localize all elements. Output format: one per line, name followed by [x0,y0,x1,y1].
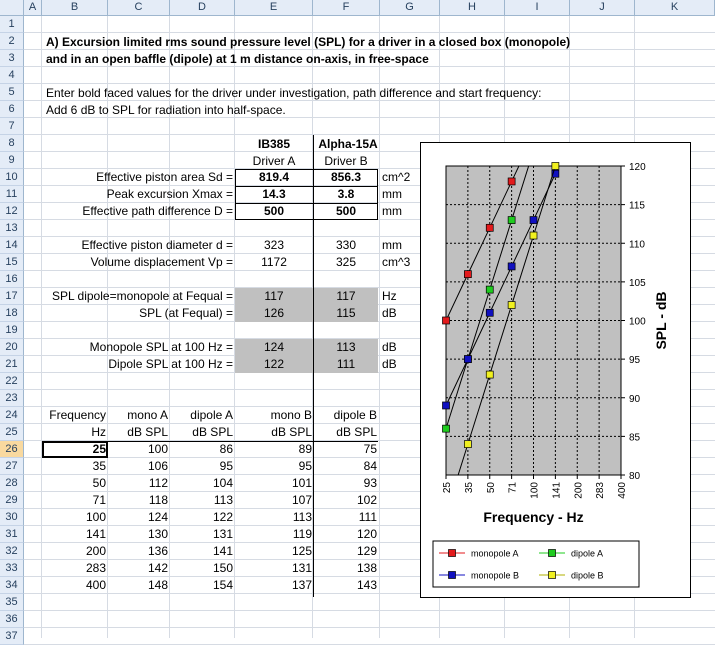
x-tick-label: 283 [595,482,607,499]
data-point [508,217,515,224]
legend-label: dipole A [571,548,604,559]
x-tick-label: 100 [529,482,541,499]
at100-driver-a-value: 124 [263,340,285,354]
at100-driver-a-value: 122 [263,357,285,371]
note-line-2: Add 6 dB to SPL for radiation into half-space. [46,103,286,117]
fequal-label: SPL (at Fequal) = [139,306,233,320]
params-driver-b-value: 856.3 [330,170,362,184]
table-header-unit: dB SPL [127,425,168,439]
table-header-unit: dB SPL [192,425,233,439]
derived-driver-a-value: 1172 [261,255,287,269]
data-point [486,286,493,293]
row-header-25[interactable]: 25 [0,424,24,441]
note-line-1: Enter bold faced values for the driver under investigation, path difference and start frequency: [46,86,542,100]
legend-marker [549,550,556,557]
table-cell: 95 [219,459,233,473]
driver-a-model: IB385 [257,137,291,151]
derived-driver-a-value: 323 [263,238,285,252]
driver-b-label: Driver B [324,154,368,168]
table-cell: 148 [147,578,168,592]
derived-label: Effective piston diameter d = [81,238,233,252]
fequal-driver-b-value: 117 [336,289,356,303]
row-header-23[interactable]: 23 [0,390,24,407]
table-cell: 113 [213,493,233,507]
params-driver-b-value: 3.8 [337,187,355,201]
row-gridline [24,610,715,611]
y-tick-label: 110 [629,239,645,251]
data-point [486,309,493,316]
row-header-27[interactable]: 27 [0,458,24,475]
table-cell: 154 [212,578,233,592]
row-header-21[interactable]: 21 [0,356,24,373]
fequal-unit: Hz [382,289,397,303]
params-unit: mm [382,187,402,201]
table-cell: 141 [85,527,106,541]
table-header: dipole A [190,408,233,422]
legend-box [433,541,639,587]
table-cell: 150 [212,561,233,575]
y-tick-label: 85 [629,432,641,444]
row-header-6[interactable]: 6 [0,101,24,118]
table-cell: 118 [148,493,168,507]
table-cell: 200 [85,544,106,558]
table-header: mono B [270,408,312,422]
table-cell: 50 [92,476,106,490]
table-cell: 136 [147,544,168,558]
table-header-unit: dB SPL [336,425,377,439]
at100-unit: dB [382,357,397,371]
data-point [464,441,471,448]
table-cell: 131 [212,527,233,541]
row-header-33[interactable]: 33 [0,560,24,577]
params-label: Peak excursion Xmax = [106,187,233,201]
params-driver-a-value: 14.3 [262,187,286,201]
data-point [443,425,450,432]
x-tick-label: 400 [617,482,628,499]
column-header-g[interactable]: G [380,0,440,16]
row-header-37[interactable]: 37 [0,628,24,645]
row-header-10[interactable]: 10 [0,169,24,186]
at100-driver-b-value: 111 [336,357,356,371]
table-cell: 138 [356,561,377,575]
row-header-36[interactable]: 36 [0,611,24,628]
row-header-29[interactable]: 29 [0,492,24,509]
fequal-driver-a-value: 117 [264,289,284,303]
driver-b-model: Alpha-15A [318,137,378,151]
column-header-h[interactable]: H [440,0,505,16]
row-gridline [24,83,715,84]
data-point [486,224,493,231]
table-cell: 119 [292,527,312,541]
row-gridline [24,134,715,135]
y-tick-label: 100 [629,316,646,328]
params-driver-a-value: 819.4 [258,170,290,184]
data-point [443,317,450,324]
row-header-32[interactable]: 32 [0,543,24,560]
at100-unit: dB [382,340,397,354]
table-cell: 86 [219,442,233,456]
data-point [508,178,515,185]
select-all-corner[interactable] [0,0,24,16]
y-tick-label: 115 [629,200,645,212]
x-tick-label: 50 [485,482,497,494]
data-point [486,371,493,378]
row-header-1[interactable]: 1 [0,16,24,33]
data-point [552,163,559,170]
chart-svg [421,143,690,597]
data-point [464,356,471,363]
row-header-19[interactable]: 19 [0,322,24,339]
row-header-8[interactable]: 8 [0,135,24,152]
derived-unit: mm [382,238,402,252]
table-cell: 106 [147,459,168,473]
data-point [464,271,471,278]
derived-driver-b-value: 325 [335,255,357,269]
table-cell: 283 [85,561,106,575]
column-header-d[interactable]: D [170,0,235,16]
table-cell: 122 [212,510,233,524]
row-header-20[interactable]: 20 [0,339,24,356]
table-cell: 102 [356,493,377,507]
table-cell: 84 [363,459,377,473]
table-cell: 104 [212,476,233,490]
row-header-4[interactable]: 4 [0,67,24,84]
fequal-driver-b-value: 115 [336,306,356,320]
table-cell: 25 [92,442,106,456]
legend-marker [449,572,456,579]
x-tick-label: 25 [442,482,453,494]
params-unit: cm^2 [382,170,411,184]
column-header-b[interactable]: B [42,0,108,16]
table-cell: 141 [212,544,233,558]
y-tick-label: 120 [629,162,646,173]
table-cell: 131 [291,561,312,575]
row-header-35[interactable]: 35 [0,594,24,611]
at100-label: Monopole SPL at 100 Hz = [89,340,233,354]
row-header-7[interactable]: 7 [0,118,24,135]
row-header-5[interactable]: 5 [0,84,24,101]
title-line-1: A) Excursion limited rms sound pressure level (SPL) for a driver in a closed box (monopole) [46,35,571,49]
data-point [508,263,515,270]
table-cell: 101 [291,476,312,490]
table-cell: 143 [356,578,377,592]
y-tick-label: 90 [629,393,641,405]
legend-label: monopole A [471,548,519,559]
table-cell: 129 [356,544,377,558]
table-cell: 100 [147,442,168,456]
derived-unit: cm^3 [382,255,411,269]
table-cell: 100 [85,510,106,524]
at100-label: Dipole SPL at 100 Hz = [108,357,233,371]
table-header: mono A [127,408,168,422]
row-header-28[interactable]: 28 [0,475,24,492]
derived-label: Volume displacement Vp = [90,255,233,269]
row-header-34[interactable]: 34 [0,577,24,594]
table-cell: 130 [147,527,168,541]
y-axis-title: SPL - dB [653,291,669,350]
table-cell: 112 [148,476,168,490]
table-cell: 400 [85,578,106,592]
data-point [443,402,450,409]
y-tick-label: 95 [629,355,641,367]
column-header-f[interactable]: F [313,0,380,16]
row-header-26[interactable]: 26 [0,441,24,458]
x-tick-label: 200 [573,482,585,499]
table-cell: 95 [298,459,312,473]
table-cell: 125 [291,544,312,558]
column-gridline [379,16,380,638]
spl-chart[interactable] [420,142,691,598]
at100-driver-b-value: 113 [336,340,356,354]
table-cell: 93 [363,476,377,490]
table-cell: 35 [92,459,106,473]
column-header-i[interactable]: I [505,0,570,16]
column-header-c[interactable]: C [108,0,170,16]
table-cell: 71 [92,493,106,507]
table-cell: 89 [298,442,312,456]
table-cell: 75 [363,442,377,456]
x-tick-label: 35 [463,482,475,494]
fequal-unit: dB [382,306,397,320]
table-cell: 137 [291,578,312,592]
table-header-unit: dB SPL [271,425,312,439]
table-header: Frequency [49,408,106,422]
column-header-a[interactable]: A [24,0,42,16]
row-header-15[interactable]: 15 [0,254,24,271]
driver-a-label: Driver A [252,154,296,168]
legend-label: dipole B [571,570,604,581]
derived-driver-b-value: 330 [335,238,357,252]
row-header-30[interactable]: 30 [0,509,24,526]
fequal-label: SPL dipole=monopole at Fequal = [51,289,233,303]
legend-marker [449,550,456,557]
data-point [530,232,537,239]
column-header-j[interactable]: J [570,0,635,16]
column-header-k[interactable]: K [635,0,715,16]
table-cell: 120 [356,527,377,541]
table-cell: 111 [358,510,377,524]
row-gridline [24,627,715,628]
row-header-12[interactable]: 12 [0,203,24,220]
row-header-2[interactable]: 2 [0,33,24,50]
column-header-e[interactable]: E [235,0,313,16]
row-header-17[interactable]: 17 [0,288,24,305]
x-axis-title: Frequency - Hz [483,509,584,525]
row-header-16[interactable]: 16 [0,271,24,288]
row-header-14[interactable]: 14 [0,237,24,254]
table-cell: 107 [291,493,312,507]
y-tick-label: 105 [629,277,646,289]
data-point [530,217,537,224]
x-tick-label: 71 [507,482,519,494]
legend-marker [549,572,556,579]
table-header: dipole B [333,408,377,422]
row-header-11[interactable]: 11 [0,186,24,203]
row-header-24[interactable]: 24 [0,407,24,424]
params-driver-a-value: 500 [263,204,285,218]
row-header-31[interactable]: 31 [0,526,24,543]
row-header-13[interactable]: 13 [0,220,24,237]
x-tick-label: 141 [551,482,563,499]
row-header-3[interactable]: 3 [0,50,24,67]
params-driver-b-value: 500 [335,204,357,218]
params-label: Effective piston area Sd = [96,170,233,184]
row-gridline [24,32,715,33]
table-cell: 124 [147,510,168,524]
y-tick-label: 80 [629,471,641,482]
params-label: Effective path difference D = [82,204,233,218]
fequal-driver-a-value: 126 [263,306,285,320]
table-cell: 142 [147,561,168,575]
legend-label: monopole B [471,570,520,581]
table-cell: 113 [292,510,312,524]
row-header-18[interactable]: 18 [0,305,24,322]
row-header-22[interactable]: 22 [0,373,24,390]
title-line-2: and in an open baffle (dipole) at 1 m distance on-axis, in free-space [46,52,429,66]
params-unit: mm [382,204,402,218]
data-point [508,302,515,309]
row-header-9[interactable]: 9 [0,152,24,169]
table-header-unit: Hz [91,425,106,439]
